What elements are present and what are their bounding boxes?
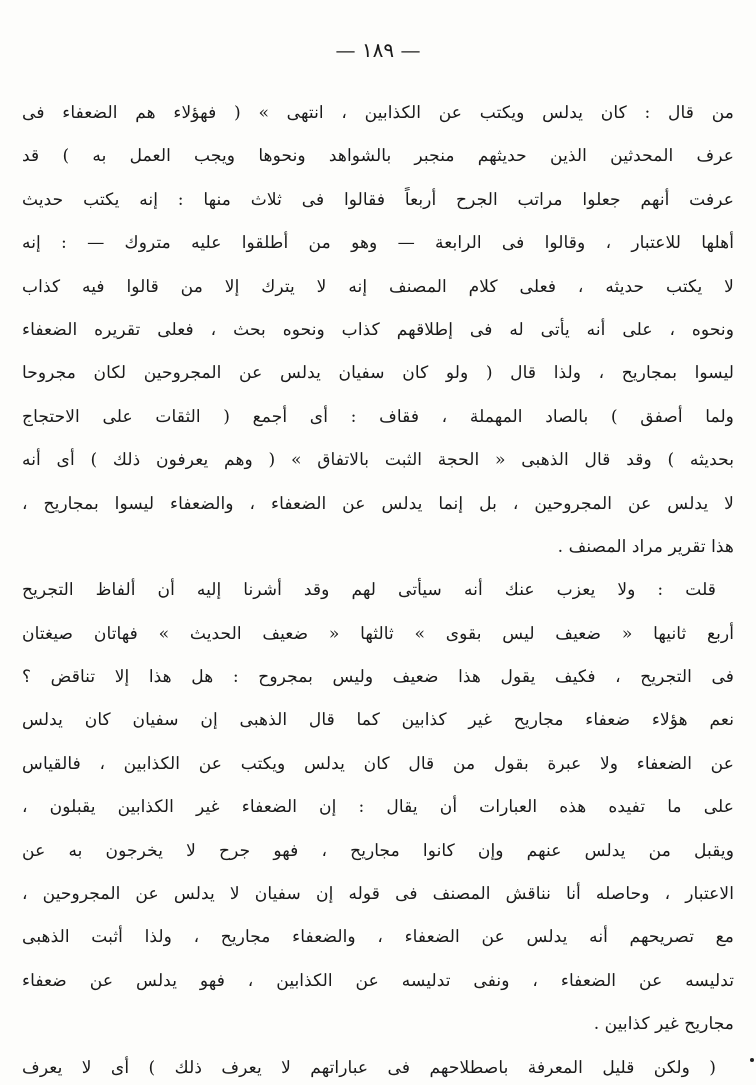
text-line: عرفت أنهم جعلوا مراتب الجرح أربعاً فقالوا فى ثلاث منها : إنه يكتب حديث (22, 189, 734, 210)
text-line: أهلها للاعتبار ، وقالوا فى الرابعة — وهو من أطلقوا عليه متروك — : إنه (22, 233, 734, 254)
text-line: مجاريح غير كذابين . (593, 1014, 734, 1035)
text-line: بحديثه ) وقد قال الذهبى « الحجة الثبت بالاتفاق » ( وهم يعرفون ذلك ) أى أنه (22, 450, 734, 471)
text-line: من قال : كان يدلس ويكتب عن الكذابين ، انتهى » ( فهؤلاء هم الضعفاء فى (22, 103, 734, 123)
body-text (22, 92, 734, 1090)
text-line: هذا تقرير مراد المصنف . (557, 536, 734, 557)
text-line: ويقبل من يدلس عنهم وإن كانوا مجاريح ، فهو جرح لا يخرجون به عن (22, 840, 734, 861)
text-line: لا يدلس عن المجروحين ، بل إنما يدلس عن الضعفاء ، والضعفاء ليسوا بمجاريح ، (22, 493, 734, 514)
text-line: عرف المحدثين الذين حديثهم منجبر بالشواهد ونحوها ويجب العمل به ) قد (22, 146, 734, 167)
text-line: أربع ثانيها « ضعيف ليس بقوى » ثالثها « ضعيف الحديث » فهاتان صيغتان (22, 623, 734, 644)
text-line: ليسوا بمجاريح ، ولذا قال ( ولو كان سفيان يدلس عن المجروحين لكان مجروحا (22, 363, 734, 384)
text-line: عن الضعفاء ولا عبرة بقول من قال كان يدلس ويكتب عن الكذابين ، فالقياس (22, 753, 734, 774)
text-line: فى التجريح ، فكيف يقول هذا ضعيف وليس بمجروح : هل هذا إلا تناقض ؟ (22, 667, 734, 688)
text-line: لا يكتب حديثه ، فعلى كلام المصنف إنه لا يترك إلا من قالوا فيه كذاب (22, 276, 734, 297)
scan-speck (750, 1058, 754, 1062)
text-line: على ما تفيده هذه العبارات أن يقال : إن الضعفاء غير الكذابين يقبلون ، (22, 797, 734, 818)
text-line: ( ولكن قليل المعرفة باصطلاحهم فى عباراتهم لا يعرف ذلك ) أى لا يعرف (22, 1057, 716, 1078)
text-line: قلت : ولا يعزب عنك أنه سيأتى لهم وقد أشرنا إليه أن ألفاظ التجريح (22, 580, 716, 601)
text-line: ولما أصفق ) بالصاد المهملة ، فقاف : أى أجمع ( الثقات على الاحتجاج (22, 406, 734, 427)
text-line: الاعتبار ، وحاصله أنا نناقش المصنف فى قوله إن سفيان لا يدلس عن المجروحين ، (22, 884, 734, 905)
text-line: مع تصريحهم أنه يدلس عن الضعفاء ، والضعفاء مجاريح ، ولذا أثبت الذهبى (22, 927, 734, 948)
text-line: ونحوه ، على أنه يأتى له فى إطلاقهم كذاب ونحوه بحث ، فعلى تقريره الضعفاء (22, 319, 734, 340)
text-line: نعم هؤلاء ضعفاء مجاريح غير كذابين كما قال الذهبى إن سفيان كان يدلس (22, 710, 734, 731)
text-line: تدليسه عن الضعفاء ، ونفى تدليسه عن الكذابين ، فهو يدلس عن ضعفاء (22, 970, 734, 991)
page-number: — ١٨٩ — (335, 38, 421, 62)
